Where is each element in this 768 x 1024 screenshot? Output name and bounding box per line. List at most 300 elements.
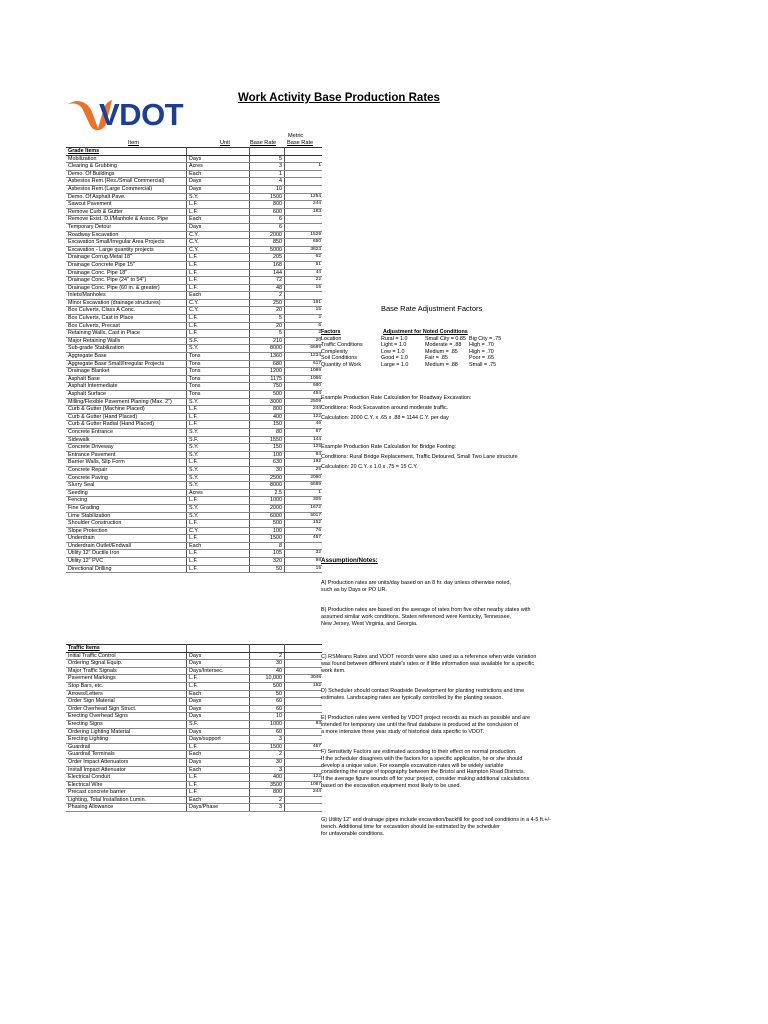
example-line: Conditions: Rock Excavation around moderate traffic. (321, 404, 449, 411)
metric-base-rate: 76 (285, 527, 323, 535)
adjustment-row (321, 342, 509, 349)
base-rate: 205 (250, 254, 285, 262)
unit: S.Y. (187, 193, 250, 201)
base-rate: 20 (250, 322, 285, 330)
note-line: New Jersey, West Virginia, and Georgia. (321, 620, 418, 627)
base-rate: 400 (250, 413, 285, 421)
adjustment-cell: Low = 1.0 (381, 348, 405, 355)
unit: Each (187, 292, 250, 300)
note-line: for unfavorable conditions. (321, 830, 385, 837)
section-header-blank (250, 148, 285, 156)
item-name: Guardrail (66, 743, 187, 751)
metric-base-rate (285, 542, 323, 550)
table-row (66, 322, 322, 330)
table-row (66, 223, 322, 231)
table-row (66, 421, 322, 429)
base-rate: 8000 (250, 482, 285, 490)
metric-base-rate (285, 170, 323, 178)
note-block (321, 688, 524, 702)
note-line: If the scheduler disagrees with the factors for a specific application, he or she should (321, 755, 523, 762)
adjustment-cell: Poor = .65 (469, 355, 495, 362)
base-rate: 144 (250, 269, 285, 277)
base-rate: 48 (250, 284, 285, 292)
item-name: Curb & Gutter (Hand Placed) (66, 413, 187, 421)
base-rate: 6 (250, 216, 285, 224)
table-row (66, 713, 322, 721)
metric-base-rate: 1254 (285, 193, 323, 201)
base-rate: 6 (250, 223, 285, 231)
item-name: Roadway Excavation (66, 231, 187, 239)
unit: C.Y. (187, 239, 250, 247)
unit: Days/Phase (187, 804, 250, 812)
metric-base-rate: 244 (285, 201, 323, 209)
metric-base-rate (285, 736, 323, 744)
unit: L.F. (187, 789, 250, 797)
item-name: Concrete Repair (66, 466, 187, 474)
unit: Days (187, 652, 250, 660)
unit: S.Y. (187, 474, 250, 482)
unit: S.Y. (187, 398, 250, 406)
note-line: B) Production rates are based on the average of rates from five other nearby states with (321, 607, 531, 613)
base-rate: 1175 (250, 375, 285, 383)
unit: L.F. (187, 675, 250, 683)
note-line: estimates. Landscaping rates are typically controlled by the planting season. (321, 694, 503, 701)
unit: L.F. (187, 520, 250, 528)
table-row (66, 231, 322, 239)
base-rate: 4 (250, 178, 285, 186)
unit: L.F. (187, 565, 250, 573)
table-row (66, 466, 322, 474)
unit: C.Y. (187, 246, 250, 254)
metric-base-rate: 2509 (285, 398, 323, 406)
table-row (66, 315, 322, 323)
unit: S.Y. (187, 428, 250, 436)
metric-base-rate (285, 660, 323, 668)
base-rate: 100 (250, 527, 285, 535)
table-row (66, 345, 322, 353)
table-row (66, 368, 322, 376)
table-row (66, 652, 322, 660)
section-header: Traffic Items (66, 645, 187, 653)
item-name: Initial Traffic Control (66, 652, 187, 660)
adjustment-cell: Good = 1.0 (381, 355, 408, 362)
adjustment-row (321, 349, 509, 356)
unit: L.F. (187, 269, 250, 277)
unit: L.F. (187, 284, 250, 292)
item-name: Drainage Conc. Pipe (24" to 54") (66, 277, 187, 285)
item-name: Demo. Of Buildings (66, 170, 187, 178)
table-row (66, 239, 322, 247)
metric-base-rate: 51 (285, 261, 323, 269)
adjustment-cell: Complexity (321, 348, 348, 355)
unit: L.F. (187, 781, 250, 789)
adjustment-cell: Medium = .85 (425, 348, 458, 355)
table-row (66, 743, 322, 751)
note-line: develop a unique value. For example excavation rates will be widely variable (321, 762, 504, 769)
unit: L.F. (187, 743, 250, 751)
metric-base-rate: 62 (285, 254, 323, 262)
table-row (66, 406, 322, 414)
table-row (66, 789, 322, 797)
item-name: Utility 12" PVC (66, 558, 187, 566)
unit: Each (187, 796, 250, 804)
section-header-blank (285, 645, 323, 653)
base-rate: 6000 (250, 512, 285, 520)
unit: L.F. (187, 254, 250, 262)
unit: L.F. (187, 421, 250, 429)
item-name: Concrete Paving (66, 474, 187, 482)
metric-base-rate: 2 (285, 330, 323, 338)
metric-base-rate: 454 (285, 391, 323, 399)
item-name: Excavation - Large quantity projects (66, 246, 187, 254)
table-row (66, 489, 322, 497)
item-name: Box Culverts, Precast (66, 322, 187, 330)
base-rate: 8000 (250, 345, 285, 353)
base-rate: 600 (250, 208, 285, 216)
item-name: Guardrail Terminals (66, 751, 187, 759)
metric-base-rate: 2090 (285, 474, 323, 482)
metric-base-rate (285, 185, 323, 193)
base-rate: 500 (250, 391, 285, 399)
base-rate: 1500 (250, 193, 285, 201)
item-name: Excavation Small/Irregular Area Projects (66, 239, 187, 247)
base-rate: 5 (250, 330, 285, 338)
table-row (66, 758, 322, 766)
metric-base-rate: 1529 (285, 231, 323, 239)
adjustment-row (321, 336, 509, 343)
item-name: Drainage Conc. Pipe 18" (66, 269, 187, 277)
adjustment-cell: Traffic Conditions (321, 342, 363, 349)
note-line: was found between different state's rates or if little information was available for a specific (321, 660, 535, 667)
example-line: Example Production Rate Calculation for Bridge Footing: (321, 443, 457, 450)
table-row (66, 428, 322, 436)
table-row (66, 781, 322, 789)
table-row (66, 542, 322, 550)
table-row (66, 698, 322, 706)
table-row (66, 337, 322, 345)
note-block (321, 749, 529, 790)
item-name: Aggregate Base Small/Irregular Projects (66, 360, 187, 368)
base-rate: 150 (250, 444, 285, 452)
metric-base-rate (285, 796, 323, 804)
base-rate: 168 (250, 261, 285, 269)
note-block (321, 817, 551, 837)
table-row (66, 391, 322, 399)
metric-base-rate: 46 (285, 421, 323, 429)
note-line: F) Sensitivity Factors are estimated according to their effect on normal production. (321, 749, 517, 755)
table-row (66, 330, 322, 338)
table-row (66, 720, 322, 728)
base-rate: 30 (250, 660, 285, 668)
table-row (66, 413, 322, 421)
example-line (321, 434, 518, 444)
note-line: assumed similar work conditions. States referenced were Kentucky, Tennessee, (321, 613, 512, 620)
col-header-item: Item (128, 140, 139, 146)
base-rate: 10,000 (250, 675, 285, 683)
metric-base-rate: 20 (285, 337, 323, 345)
item-name: Concrete Entrance (66, 428, 187, 436)
logo-text: VDOT (99, 97, 184, 132)
metric-base-rate: 84 (285, 451, 323, 459)
unit: Days (187, 705, 250, 713)
item-name: Retaining Walls, Cast in Place (66, 330, 187, 338)
base-rate: 5 (250, 155, 285, 163)
item-name: Mobilization (66, 155, 187, 163)
traffic-items-table (66, 644, 322, 812)
table-row (66, 774, 322, 782)
item-name: Asbestos Rem.(Res./Small Commercial) (66, 178, 187, 186)
table-row (66, 766, 322, 774)
adjustment-cell: Light = 1.0 (381, 342, 407, 349)
table-row (66, 535, 322, 543)
unit: L.F. (187, 201, 250, 209)
metric-base-rate: 1066 (285, 375, 323, 383)
table-row (66, 208, 322, 216)
note-block (321, 607, 530, 627)
item-name: Shoulder Construction (66, 520, 187, 528)
metric-base-rate: 244 (285, 789, 323, 797)
base-rate: 30 (250, 758, 285, 766)
base-rate: 1000 (250, 497, 285, 505)
adjustment-cell: Quantity of Work (321, 361, 362, 368)
note-line: If the average figure sounds off for your project, consider making additional calculations (321, 776, 530, 783)
base-rate: 850 (250, 239, 285, 247)
table-row (66, 216, 322, 224)
metric-base-rate: 6689 (285, 482, 323, 490)
base-rate: 2000 (250, 504, 285, 512)
metric-base-rate: 93 (285, 720, 323, 728)
note-line: C) RSMeans Rates and VDOT records were also used as a reference when wide variation (321, 654, 537, 660)
section-header-blank (250, 645, 285, 653)
table-row (66, 705, 322, 713)
base-rate: 60 (250, 698, 285, 706)
adjustment-cell: Rural = 1.0 (381, 335, 408, 342)
table-row (66, 284, 322, 292)
metric-base-rate: 305 (285, 497, 323, 505)
table-row (66, 353, 322, 361)
base-rate: 1500 (250, 535, 285, 543)
unit: Each (187, 766, 250, 774)
base-rate: 5000 (250, 246, 285, 254)
metric-base-rate: 44 (285, 269, 323, 277)
base-rate: 1000 (250, 720, 285, 728)
metric-base-rate: 617 (285, 360, 323, 368)
unit: L.F. (187, 277, 250, 285)
unit: S.Y. (187, 466, 250, 474)
col-header-metric-top: Metric (288, 133, 304, 139)
unit: L.F. (187, 459, 250, 467)
section-header: Grade Items (66, 148, 187, 156)
item-name: Stop Bars, etc. (66, 682, 187, 690)
table-row (66, 292, 322, 300)
base-rate: 800 (250, 789, 285, 797)
metric-base-rate: 3823 (285, 246, 323, 254)
table-row (66, 163, 322, 171)
item-name: Order Sign Material (66, 698, 187, 706)
base-rate: 105 (250, 550, 285, 558)
unit: Days (187, 178, 250, 186)
item-name: Precast concrete barrier (66, 789, 187, 797)
adjustment-row (321, 362, 509, 369)
base-rate: 630 (250, 459, 285, 467)
item-name: Box Culverts, Cast in Place (66, 315, 187, 323)
item-name: Milling/Flexible Pavement Planing (Max. 2") (66, 398, 187, 406)
section-header-row (66, 645, 322, 653)
item-name: Erecting Overhead Signs (66, 713, 187, 721)
adjustment-cell: High = .70 (469, 348, 494, 355)
adjustment-row (321, 355, 509, 362)
metric-base-rate: 125 (285, 444, 323, 452)
unit: Days (187, 713, 250, 721)
table-row (66, 482, 322, 490)
unit: Each (187, 542, 250, 550)
col-header-metric-bottom: Base Rate (287, 140, 314, 146)
metric-base-rate: 680 (285, 383, 323, 391)
item-name: Drainage Conc. Pipe (60 in. & greater) (66, 284, 187, 292)
grade-items-table (66, 147, 322, 573)
base-rate: 250 (250, 299, 285, 307)
item-name: Fine Grading (66, 504, 187, 512)
unit: Acres (187, 489, 250, 497)
unit: L.F. (187, 406, 250, 414)
base-rate: 2 (250, 751, 285, 759)
base-rate: 210 (250, 337, 285, 345)
table-row (66, 254, 322, 262)
base-rate: 1360 (250, 353, 285, 361)
unit: Days (187, 758, 250, 766)
item-name: Slurry Seal (66, 482, 187, 490)
item-name: Minor Excavation (drainage structures) (66, 299, 187, 307)
note-line: intended for temporary use until the final database is produced at the conclusion of (321, 721, 519, 728)
adjustment-cell: Large = 1.0 (381, 361, 409, 368)
item-name: Demo. Of Asphalt Pave. (66, 193, 187, 201)
unit: L.F. (187, 322, 250, 330)
note-line: D) Scheduler should contact Roadside Development for planting restrictions and time (321, 688, 525, 694)
metric-base-rate: 144 (285, 436, 323, 444)
unit: Tons (187, 383, 250, 391)
metric-base-rate (285, 667, 323, 675)
metric-base-rate: 650 (285, 239, 323, 247)
adjustment-cell: Fair = .85 (425, 355, 448, 362)
note-line: based on the excavation equipment most likely to be used. (321, 782, 461, 789)
unit: Days/Intersec. (187, 667, 250, 675)
note-line: E) Production rates were verified by VDOT project records as much as possible and are (321, 715, 531, 721)
base-rate: 8 (250, 542, 285, 550)
metric-base-rate: 191 (285, 299, 323, 307)
metric-base-rate: 1089 (285, 368, 323, 376)
item-name: Box Culverts, Class A Conc. (66, 307, 187, 315)
table-row (66, 512, 322, 520)
table-row (66, 527, 322, 535)
item-name: Asphalt Intermediate (66, 383, 187, 391)
adjustment-cell: Small City = 0.85 (425, 335, 466, 342)
metric-base-rate: 152 (285, 520, 323, 528)
item-name: Curb & Gutter (Machine Placed) (66, 406, 187, 414)
base-rate: 1550 (250, 436, 285, 444)
metric-base-rate (285, 713, 323, 721)
table-row (66, 751, 322, 759)
unit: Each (187, 751, 250, 759)
unit: Tons (187, 375, 250, 383)
table-row (66, 277, 322, 285)
note-line: such as by Days or PO UR. (321, 586, 387, 593)
metric-base-rate (285, 766, 323, 774)
metric-base-rate: 192 (285, 459, 323, 467)
metric-base-rate: 22 (285, 277, 323, 285)
item-name: Erecting Lighting (66, 736, 187, 744)
unit: Days (187, 155, 250, 163)
base-rate: 2 (250, 652, 285, 660)
unit: Each (187, 690, 250, 698)
item-name: Major Retaining Walls (66, 337, 187, 345)
unit: L.F. (187, 261, 250, 269)
unit: Days (187, 728, 250, 736)
example-calculations (321, 395, 518, 473)
table-row (66, 436, 322, 444)
metric-base-rate: 6689 (285, 345, 323, 353)
table-row (66, 675, 322, 683)
table-row (66, 804, 322, 812)
unit: Each (187, 216, 250, 224)
base-rate: 2 (250, 796, 285, 804)
unit: S.Y. (187, 482, 250, 490)
table-row (66, 474, 322, 482)
item-name: Utility 12" Ductile Iron (66, 550, 187, 558)
unit: L.F. (187, 208, 250, 216)
table-row (66, 269, 322, 277)
item-name: Fencing (66, 497, 187, 505)
base-rate: 80 (250, 428, 285, 436)
base-rate: 2500 (250, 474, 285, 482)
item-name: Install Impact Attenuator (66, 766, 187, 774)
table-row (66, 550, 322, 558)
item-name: Asphalt Surface (66, 391, 187, 399)
table-row (66, 360, 322, 368)
adjustment-cell: Medium = .88 (425, 361, 458, 368)
table-row (66, 201, 322, 209)
item-name: Slope Protection (66, 527, 187, 535)
unit: Tons (187, 368, 250, 376)
page-title: Work Activity Base Production Rates (238, 92, 440, 104)
unit: S.F. (187, 436, 250, 444)
metric-base-rate: 6 (285, 322, 323, 330)
note-block (321, 654, 536, 674)
unit: Each (187, 170, 250, 178)
adjustment-header-row (321, 329, 509, 336)
metric-base-rate: 457 (285, 743, 323, 751)
item-name: Remove Exist. D.I/Manhole & Assoc. Pipe (66, 216, 187, 224)
metric-base-rate: 1 (285, 163, 323, 171)
note-line: G) Utility 12" and drainage pipes include excavation/backfill for good soil conditions in a 4-5 ft.+/- (321, 817, 551, 823)
table-row (66, 398, 322, 406)
base-rate: 3 (250, 163, 285, 171)
item-name: Order Overhead Sign Struct. (66, 705, 187, 713)
metric-base-rate: 457 (285, 535, 323, 543)
base-rate: 100 (250, 451, 285, 459)
unit: Days (187, 698, 250, 706)
item-name: Drainage Blanket (66, 368, 187, 376)
base-rate: 150 (250, 421, 285, 429)
metric-base-rate: 15 (285, 284, 323, 292)
col-header-unit: Unit (220, 140, 230, 146)
base-rate: 10 (250, 713, 285, 721)
unit: L.F. (187, 558, 250, 566)
base-rate: 400 (250, 774, 285, 782)
base-rate: 680 (250, 360, 285, 368)
item-name: Entrance Pavement (66, 451, 187, 459)
item-name: Arrows/Letters (66, 690, 187, 698)
unit: S.Y. (187, 451, 250, 459)
